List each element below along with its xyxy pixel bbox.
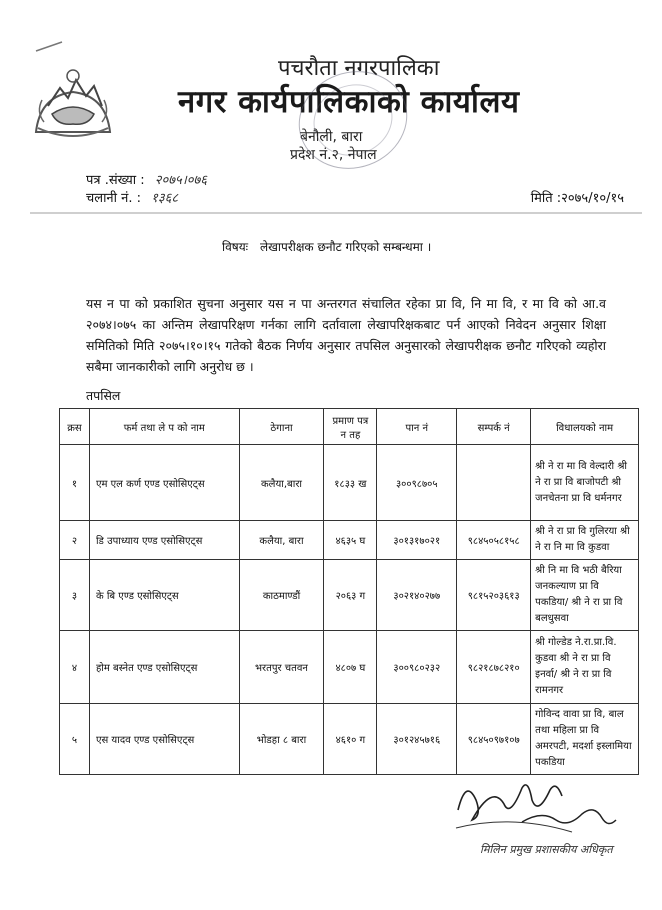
row-address: भरतपुर चतवन [239,631,324,704]
row-certificate: १८३३ ख [324,445,377,521]
row-address: काठमाण्डौं [239,560,324,631]
header-divider [30,212,642,214]
auditor-table [59,408,639,775]
reference-value: २०७५।०७६ [154,173,208,188]
reference-label: पत्र .संख्या : [86,173,145,188]
municipality-name: पचरौता नगरपालिका [278,56,440,81]
letter-body: यस न पा को प्रकाशित सुचना अनुसार यस न पा अन्तरगत संचालित रहेका प्रा वि, नि मा वि, र मा वि को आ.व २०७४।०७५ का अन्तिम लेखापरिक्षण गर्नका लागि दर्तावाला लेखापरिक्षकबाट पर्न आएको निवेदन अनुसार शिक्षा समितिको मिति २०७५।१०।१५ गतेको बैठक निर्णय अनुसार तपसिल अनुसारको लेखापरीक्षक छनौट गरिएको व्यहोरा सबैमा जानकारीको लागि अनुरोध छ । [86,296,606,374]
column-header: सम्पर्क नं [457,409,531,445]
column-header: ठेगाना [239,409,324,445]
row-serial: ३ [60,560,90,631]
row-phone: ९८४५०९७१०७ [457,704,531,775]
row-phone: ९८१५२०३६१३ [457,560,531,631]
dispatch-value: १३६८ [151,191,179,206]
subject-label: विषयः [222,240,249,254]
column-header: फर्म तथा ले प को नाम [89,409,239,445]
row-pan: ३०१२४५७१६ [377,704,457,775]
row-address: कलैया, बारा [239,521,324,560]
office-name: नगर कार्यपालिकाको कार्यालय [178,84,520,120]
row-certificate: ४८०७ घ [324,631,377,704]
row-schools: श्री नि मा वि भठी बैरिया जनकल्याण प्रा वि पकडिया/ श्री ने रा प्रा वि बलधुसवा [531,560,639,631]
row-schools: श्री ने रा प्रा वि गुलिरया श्री ने रा नि मा वि कुडवा [531,521,639,560]
row-firm: डि उपाध्याय एण्ड एसोसिएट्स [89,521,239,560]
signer-title: मिलिन प्रमुख प्रशासकीय अधिकृत [480,843,613,856]
table-row [60,445,639,521]
column-header: प्रमाण पत्र न तह [324,409,377,445]
row-phone: ९८४५०५८१५८ [457,521,531,560]
table-row [60,704,639,775]
row-pan: ३००९८७०५ [377,445,457,521]
reference-number [86,170,207,188]
scan-mark [34,40,64,52]
row-serial: ५ [60,704,90,775]
dispatch-number [86,188,178,206]
column-header: विधालयको नाम [531,409,639,445]
row-serial: ४ [60,631,90,704]
row-certificate: ४६३५ घ [324,521,377,560]
nepal-emblem-icon [30,66,116,138]
row-certificate: ४६१० ग [324,704,377,775]
subject-text: लेखापरीक्षक छनौट गरिएको सम्बन्धमा । [259,240,432,254]
row-pan: ३००९८०२३२ [377,631,457,704]
row-firm: एस यादव एण्ड एसोसिएट्स [89,704,239,775]
table-header-row [60,409,639,445]
table-row [60,560,639,631]
letter-date: मिति :२०७५/१०/१५ [530,191,624,206]
row-schools: गोविन्द वावा प्रा वि, बाल तथा महिला प्रा वि अमरपटी, मदर्शा इस्लामिया पकडिया [531,704,639,775]
schedule-label: तपसिल [86,388,121,403]
row-pan: ३०२१४०२७७ [377,560,457,631]
office-place: बेनौली, बारा [300,129,363,145]
row-firm: के बि एण्ड एसोसिएट्स [89,560,239,631]
column-header: पान नं [377,409,457,445]
row-schools: श्री ने रा मा वि वेल्दारी श्री ने रा प्रा वि बाजोपटी श्री जनचेतना प्रा वि धर्मनगर [531,445,639,521]
row-serial: १ [60,445,90,521]
subject-line [222,238,439,255]
row-pan: ३०१३१७०२१ [377,521,457,560]
table-row [60,521,639,560]
row-address: भोडहा ८ बारा [239,704,324,775]
row-phone [457,445,531,521]
dispatch-label: चलानी नं. : [86,191,142,206]
row-schools: श्री गोल्डेड ने.रा.प्रा.वि. कुडवा श्री ने रा प्रा वि इनर्वा/ श्री ने रा प्रा वि रामनगर [531,631,639,704]
handwritten-signature [452,770,622,840]
table-row [60,631,639,704]
row-firm: एम एल कर्ण एण्ड एसोसिएट्स [89,445,239,521]
office-province: प्रदेश नं.२, नेपाल [290,147,377,163]
row-firm: होम बस्नेत एण्ड एसोसिएट्स [89,631,239,704]
column-header: क्रस [60,409,90,445]
row-address: कलैया,बारा [239,445,324,521]
row-certificate: २०६३ ग [324,560,377,631]
row-phone: ९८२१८७८२१० [457,631,531,704]
row-serial: २ [60,521,90,560]
